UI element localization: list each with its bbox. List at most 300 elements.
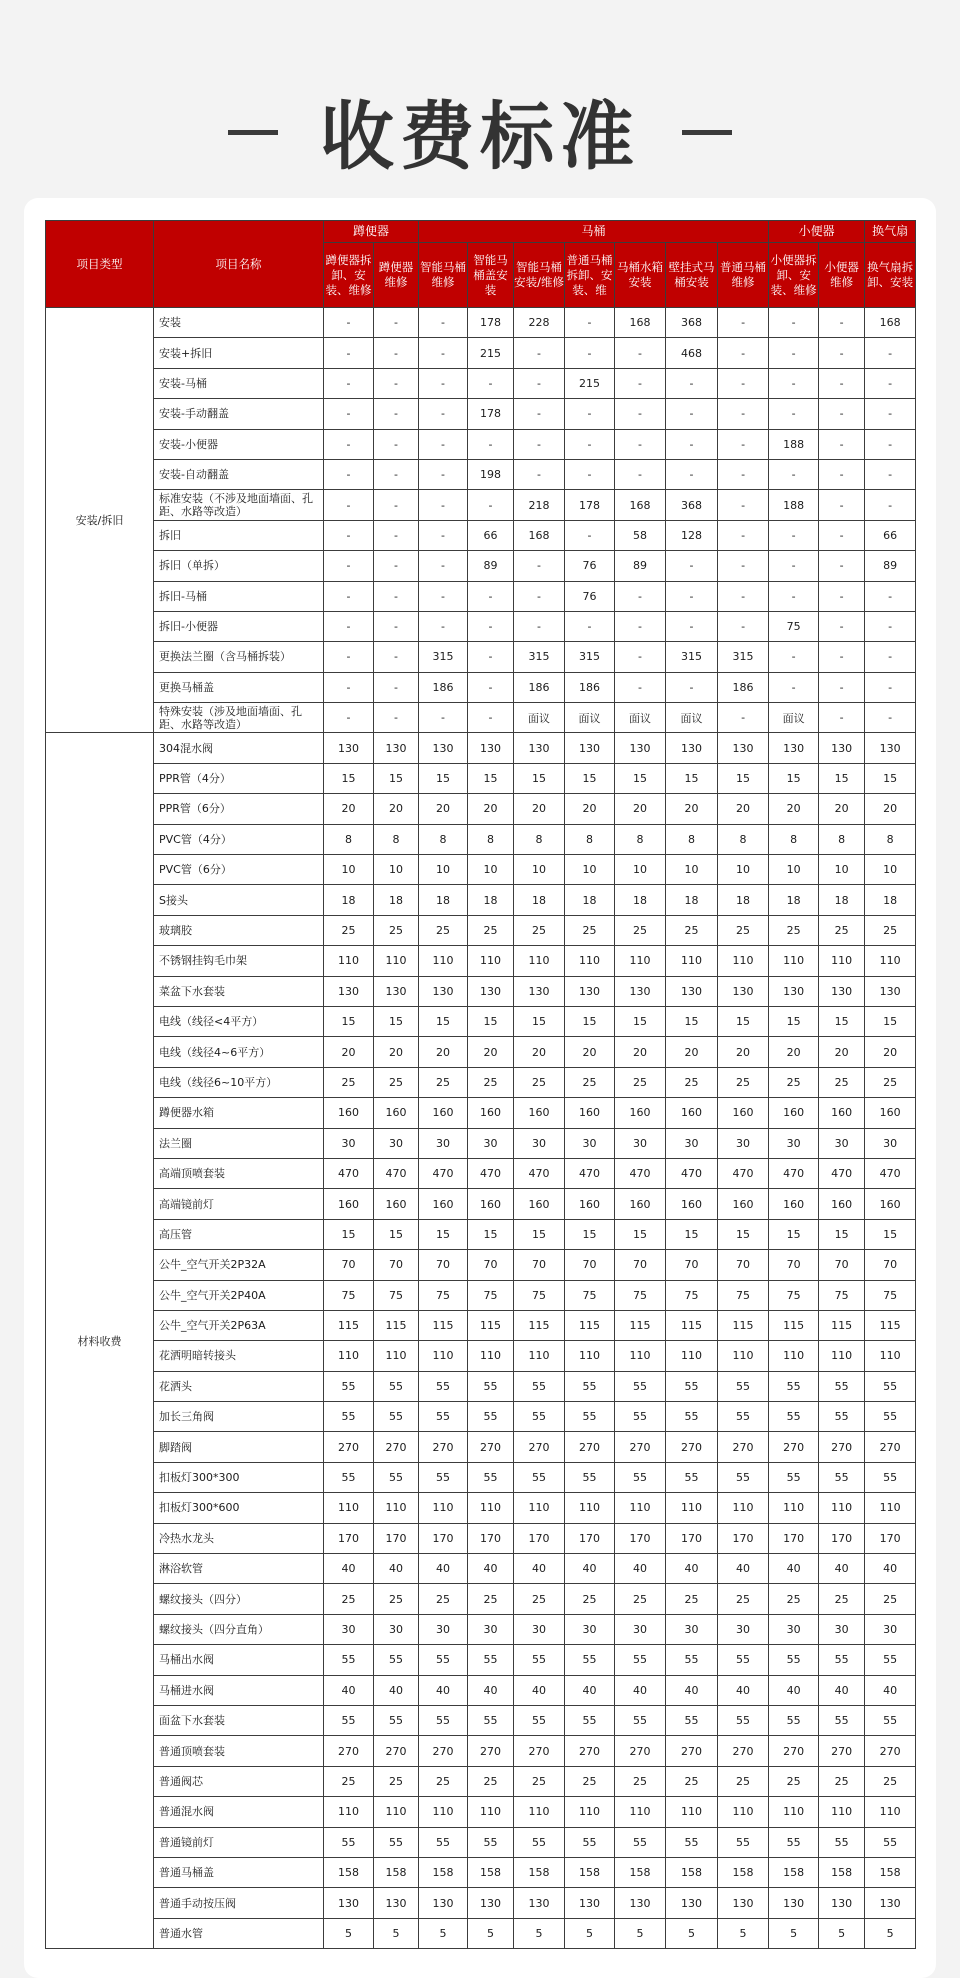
price-cell: 18: [769, 885, 819, 915]
price-cell: -: [374, 551, 419, 581]
table-row: [46, 824, 916, 854]
price-cell: 8: [615, 824, 666, 854]
price-cell: -: [324, 368, 374, 398]
price-cell: 160: [324, 1189, 374, 1219]
price-cell: -: [374, 490, 419, 520]
price-cell: 315: [565, 642, 615, 672]
price-cell: 170: [769, 1523, 819, 1553]
price-cell: 110: [865, 1341, 916, 1371]
table-row: [46, 1128, 916, 1158]
table-row: [46, 1310, 916, 1340]
price-cell: 55: [374, 1645, 419, 1675]
price-cell: 70: [374, 1250, 419, 1280]
price-cell: -: [374, 308, 419, 338]
project-name-cell: PVC管（6分）: [154, 855, 324, 885]
price-cell: 168: [514, 520, 565, 550]
price-cell: 15: [324, 1006, 374, 1036]
price-cell: -: [615, 399, 666, 429]
price-cell: -: [468, 642, 514, 672]
price-cell: 55: [374, 1462, 419, 1492]
price-cell: 115: [468, 1310, 514, 1340]
price-cell: 25: [615, 1584, 666, 1614]
price-cell: 55: [514, 1827, 565, 1857]
project-name-cell: 电线（线径6~10平方）: [154, 1067, 324, 1097]
price-cell: 160: [718, 1189, 769, 1219]
price-cell: 55: [514, 1645, 565, 1675]
price-cell: 160: [468, 1098, 514, 1128]
header-group: 蹲便器: [324, 221, 419, 243]
price-cell: 110: [565, 1341, 615, 1371]
price-cell: 40: [819, 1675, 865, 1705]
price-cell: -: [666, 429, 718, 459]
price-cell: 368: [666, 490, 718, 520]
price-cell: 76: [565, 581, 615, 611]
price-cell: 186: [718, 672, 769, 702]
price-cell: 130: [468, 733, 514, 763]
project-name-cell: 普通手动按压阀: [154, 1888, 324, 1918]
table-row: [46, 611, 916, 641]
price-cell: 160: [374, 1098, 419, 1128]
price-cell: 270: [468, 1736, 514, 1766]
table-row: [46, 1037, 916, 1067]
price-cell: 面议: [514, 703, 565, 733]
price-cell: 55: [419, 1402, 468, 1432]
project-name-cell: 高端顶喷套装: [154, 1158, 324, 1188]
price-cell: 76: [565, 551, 615, 581]
price-cell: 10: [819, 855, 865, 885]
price-cell: -: [514, 429, 565, 459]
price-cell: 15: [865, 1219, 916, 1249]
price-cell: 30: [769, 1614, 819, 1644]
price-cell: 468: [666, 338, 718, 368]
price-cell: -: [865, 429, 916, 459]
price-cell: 270: [865, 1432, 916, 1462]
price-cell: 25: [468, 1766, 514, 1796]
price-cell: 15: [565, 763, 615, 793]
price-cell: 75: [615, 1280, 666, 1310]
price-cell: 30: [718, 1614, 769, 1644]
price-cell: -: [718, 459, 769, 489]
price-cell: 110: [419, 946, 468, 976]
price-cell: 270: [324, 1736, 374, 1766]
table-row: [46, 1857, 916, 1887]
price-cell: 315: [666, 642, 718, 672]
price-cell: 55: [565, 1645, 615, 1675]
price-cell: -: [718, 703, 769, 733]
price-cell: 15: [514, 1219, 565, 1249]
price-cell: 470: [718, 1158, 769, 1188]
price-cell: 40: [615, 1554, 666, 1584]
price-cell: 130: [865, 733, 916, 763]
price-cell: 18: [865, 885, 916, 915]
price-cell: 55: [666, 1645, 718, 1675]
project-name-cell: 普通混水阀: [154, 1797, 324, 1827]
price-cell: -: [419, 308, 468, 338]
price-cell: 158: [374, 1857, 419, 1887]
price-cell: -: [374, 459, 419, 489]
price-cell: 40: [419, 1675, 468, 1705]
table-row: [46, 1280, 916, 1310]
price-cell: 110: [666, 946, 718, 976]
price-cell: -: [565, 520, 615, 550]
price-cell: 55: [514, 1462, 565, 1492]
price-cell: 470: [565, 1158, 615, 1188]
project-name-cell: 马桶进水阀: [154, 1675, 324, 1705]
price-cell: 158: [615, 1857, 666, 1887]
price-cell: 178: [468, 308, 514, 338]
table-row: [46, 551, 916, 581]
price-cell: 15: [819, 1006, 865, 1036]
table-row: [46, 733, 916, 763]
price-cell: 130: [374, 733, 419, 763]
price-cell: 158: [666, 1857, 718, 1887]
price-cell: -: [819, 642, 865, 672]
price-cell: 160: [769, 1189, 819, 1219]
project-name-cell: 普通水管: [154, 1918, 324, 1948]
header-project-type: 项目类型: [46, 221, 154, 308]
price-cell: -: [374, 611, 419, 641]
price-cell: 110: [468, 1797, 514, 1827]
price-cell: -: [769, 368, 819, 398]
header-column: 智能马桶安装/维修: [514, 243, 565, 308]
price-cell: -: [718, 611, 769, 641]
price-cell: 15: [615, 763, 666, 793]
price-cell: -: [819, 308, 865, 338]
table-row: [46, 1493, 916, 1523]
price-cell: 20: [769, 794, 819, 824]
price-cell: 30: [615, 1128, 666, 1158]
price-cell: 20: [819, 794, 865, 824]
page-header: [0, 0, 960, 200]
price-cell: 25: [865, 1766, 916, 1796]
price-cell: 25: [615, 1766, 666, 1796]
price-cell: 55: [819, 1402, 865, 1432]
price-cell: 158: [769, 1857, 819, 1887]
price-cell: 25: [718, 1584, 769, 1614]
project-name-cell: 不锈钢挂钩毛巾架: [154, 946, 324, 976]
header-column: 壁挂式马桶安装: [666, 243, 718, 308]
price-cell: 25: [374, 915, 419, 945]
price-cell: 40: [374, 1675, 419, 1705]
table-row: [46, 1523, 916, 1553]
price-cell: -: [468, 490, 514, 520]
price-cell: 70: [718, 1250, 769, 1280]
price-cell: 20: [615, 794, 666, 824]
price-cell: 70: [819, 1250, 865, 1280]
price-cell: 20: [865, 794, 916, 824]
price-cell: 40: [615, 1675, 666, 1705]
title-dash-right: [682, 130, 732, 135]
project-name-cell: PPR管（6分）: [154, 794, 324, 824]
price-cell: 25: [769, 1584, 819, 1614]
price-cell: -: [865, 490, 916, 520]
price-cell: 130: [419, 976, 468, 1006]
price-table: [45, 220, 916, 1949]
price-cell: 25: [468, 1584, 514, 1614]
table-row: [46, 308, 916, 338]
price-cell: -: [514, 459, 565, 489]
price-cell: 20: [718, 794, 769, 824]
price-cell: 30: [419, 1128, 468, 1158]
price-cell: 130: [666, 976, 718, 1006]
table-row: [46, 976, 916, 1006]
price-cell: 5: [374, 1918, 419, 1948]
price-cell: 面议: [565, 703, 615, 733]
price-cell: 55: [819, 1705, 865, 1735]
price-cell: 15: [565, 1219, 615, 1249]
price-cell: 55: [419, 1827, 468, 1857]
price-cell: 110: [374, 1797, 419, 1827]
price-cell: 40: [324, 1554, 374, 1584]
price-cell: 25: [865, 1067, 916, 1097]
price-cell: 55: [324, 1645, 374, 1675]
price-cell: 18: [419, 885, 468, 915]
price-cell: 25: [666, 1584, 718, 1614]
price-cell: 110: [324, 946, 374, 976]
price-cell: -: [565, 611, 615, 641]
project-name-cell: 304混水阀: [154, 733, 324, 763]
price-cell: -: [374, 368, 419, 398]
price-cell: 55: [419, 1462, 468, 1492]
price-cell: -: [819, 611, 865, 641]
price-cell: 20: [324, 794, 374, 824]
price-cell: 270: [514, 1736, 565, 1766]
table-row: [46, 520, 916, 550]
price-cell: 270: [419, 1432, 468, 1462]
price-cell: 110: [819, 1341, 865, 1371]
price-cell: 55: [819, 1371, 865, 1401]
price-cell: 110: [718, 1341, 769, 1371]
price-cell: 20: [468, 1037, 514, 1067]
price-cell: 15: [374, 1219, 419, 1249]
price-cell: 8: [865, 824, 916, 854]
price-cell: 30: [565, 1128, 615, 1158]
price-cell: 55: [324, 1705, 374, 1735]
price-cell: 130: [324, 733, 374, 763]
price-cell: 270: [615, 1736, 666, 1766]
table-row: [46, 794, 916, 824]
price-cell: 70: [324, 1250, 374, 1280]
price-cell: -: [324, 520, 374, 550]
price-cell: -: [666, 368, 718, 398]
table-row: [46, 672, 916, 702]
price-cell: -: [565, 399, 615, 429]
price-cell: 270: [374, 1432, 419, 1462]
price-cell: -: [769, 581, 819, 611]
price-cell: 315: [419, 642, 468, 672]
price-cell: 30: [374, 1128, 419, 1158]
header-group: 马桶: [419, 221, 769, 243]
table-row: [46, 1067, 916, 1097]
price-cell: -: [514, 368, 565, 398]
project-name-cell: 拆旧-马桶: [154, 581, 324, 611]
price-cell: -: [666, 581, 718, 611]
project-name-cell: 普通阀芯: [154, 1766, 324, 1796]
price-cell: 8: [718, 824, 769, 854]
price-cell: 10: [374, 855, 419, 885]
price-cell: -: [865, 368, 916, 398]
table-row: [46, 1098, 916, 1128]
price-cell: 110: [865, 1493, 916, 1523]
price-cell: 270: [819, 1432, 865, 1462]
price-cell: 5: [718, 1918, 769, 1948]
price-cell: 110: [514, 1797, 565, 1827]
price-cell: 215: [468, 338, 514, 368]
price-cell: -: [718, 551, 769, 581]
price-cell: 70: [565, 1250, 615, 1280]
price-cell: 55: [565, 1462, 615, 1492]
project-name-cell: 标准安装（不涉及地面墙面、孔距、水路等改造）: [154, 490, 324, 520]
price-cell: 25: [769, 1067, 819, 1097]
price-cell: 75: [718, 1280, 769, 1310]
price-cell: 25: [324, 1067, 374, 1097]
price-cell: 15: [468, 1006, 514, 1036]
price-cell: 5: [819, 1918, 865, 1948]
table-row: [46, 1705, 916, 1735]
table-row: [46, 1554, 916, 1584]
project-name-cell: 电线（线径4~6平方）: [154, 1037, 324, 1067]
price-cell: 110: [324, 1797, 374, 1827]
price-cell: 30: [819, 1614, 865, 1644]
price-cell: 20: [666, 794, 718, 824]
price-cell: -: [419, 581, 468, 611]
price-cell: 25: [819, 1067, 865, 1097]
price-cell: 15: [565, 1006, 615, 1036]
price-cell: 25: [666, 1067, 718, 1097]
price-cell: -: [769, 672, 819, 702]
price-cell: 55: [615, 1645, 666, 1675]
price-cell: 110: [324, 1493, 374, 1523]
table-row: [46, 1402, 916, 1432]
table-body: [46, 308, 916, 1949]
price-cell: 25: [374, 1584, 419, 1614]
price-cell: 40: [468, 1554, 514, 1584]
price-cell: 15: [419, 1006, 468, 1036]
price-cell: -: [819, 581, 865, 611]
price-cell: 270: [819, 1736, 865, 1766]
price-cell: 160: [514, 1189, 565, 1219]
price-cell: 178: [565, 490, 615, 520]
price-cell: 470: [374, 1158, 419, 1188]
price-cell: -: [718, 308, 769, 338]
price-cell: 160: [865, 1189, 916, 1219]
price-cell: 25: [718, 1067, 769, 1097]
price-cell: 160: [419, 1098, 468, 1128]
price-cell: 470: [419, 1158, 468, 1188]
price-cell: 25: [324, 1766, 374, 1796]
price-cell: 25: [514, 1766, 565, 1796]
price-cell: 160: [615, 1098, 666, 1128]
price-cell: 110: [769, 1797, 819, 1827]
price-cell: 158: [468, 1857, 514, 1887]
price-cell: 110: [419, 1797, 468, 1827]
price-cell: 10: [865, 855, 916, 885]
price-cell: 55: [514, 1371, 565, 1401]
price-cell: 170: [819, 1523, 865, 1553]
price-cell: 20: [374, 1037, 419, 1067]
price-cell: 110: [615, 1341, 666, 1371]
price-cell: 40: [718, 1554, 769, 1584]
project-name-cell: 面盆下水套装: [154, 1705, 324, 1735]
price-cell: 18: [666, 885, 718, 915]
page-title: 收费标准: [320, 94, 640, 180]
price-cell: 15: [769, 1219, 819, 1249]
price-cell: 25: [324, 1584, 374, 1614]
price-cell: 15: [374, 763, 419, 793]
price-cell: -: [419, 611, 468, 641]
price-cell: -: [468, 581, 514, 611]
price-cell: 55: [419, 1705, 468, 1735]
table-row: [46, 1675, 916, 1705]
price-cell: 160: [324, 1098, 374, 1128]
price-cell: 170: [324, 1523, 374, 1553]
table-row: [46, 1614, 916, 1644]
price-cell: 55: [374, 1705, 419, 1735]
price-cell: 130: [419, 733, 468, 763]
price-cell: 75: [468, 1280, 514, 1310]
price-cell: 75: [419, 1280, 468, 1310]
price-cell: -: [374, 338, 419, 368]
project-name-cell: PVC管（4分）: [154, 824, 324, 854]
price-cell: 55: [666, 1402, 718, 1432]
price-cell: 40: [565, 1675, 615, 1705]
price-cell: -: [324, 703, 374, 733]
price-cell: 110: [718, 1493, 769, 1523]
header-column: 智能马桶维修: [419, 243, 468, 308]
price-cell: 25: [666, 1766, 718, 1796]
price-cell: -: [324, 308, 374, 338]
price-cell: 110: [419, 1493, 468, 1523]
price-cell: -: [769, 308, 819, 338]
price-cell: 40: [769, 1554, 819, 1584]
price-cell: 70: [769, 1250, 819, 1280]
price-cell: 20: [769, 1037, 819, 1067]
table-row: [46, 1645, 916, 1675]
project-name-cell: 公牛_空气开关2P40A: [154, 1280, 324, 1310]
price-cell: 15: [865, 763, 916, 793]
price-cell: 110: [718, 946, 769, 976]
price-cell: 30: [419, 1614, 468, 1644]
price-cell: -: [374, 399, 419, 429]
project-name-cell: 蹲便器水箱: [154, 1098, 324, 1128]
price-cell: -: [819, 490, 865, 520]
price-cell: -: [666, 459, 718, 489]
table-row: [46, 459, 916, 489]
price-cell: -: [718, 338, 769, 368]
header-column: 小便器维修: [819, 243, 865, 308]
price-cell: 110: [514, 1493, 565, 1523]
price-cell: 25: [514, 1584, 565, 1614]
price-cell: 198: [468, 459, 514, 489]
price-cell: 115: [324, 1310, 374, 1340]
table-row: [46, 1371, 916, 1401]
price-cell: 55: [865, 1705, 916, 1735]
price-cell: 160: [468, 1189, 514, 1219]
price-cell: 15: [666, 1219, 718, 1249]
price-cell: 55: [865, 1827, 916, 1857]
table-row: [46, 946, 916, 976]
price-cell: -: [615, 672, 666, 702]
price-cell: 89: [865, 551, 916, 581]
price-cell: 25: [565, 1584, 615, 1614]
price-cell: -: [324, 551, 374, 581]
price-cell: 110: [865, 946, 916, 976]
price-cell: 130: [819, 733, 865, 763]
table-row: [46, 1189, 916, 1219]
price-cell: 25: [769, 1766, 819, 1796]
price-cell: 66: [865, 520, 916, 550]
price-cell: 55: [769, 1371, 819, 1401]
